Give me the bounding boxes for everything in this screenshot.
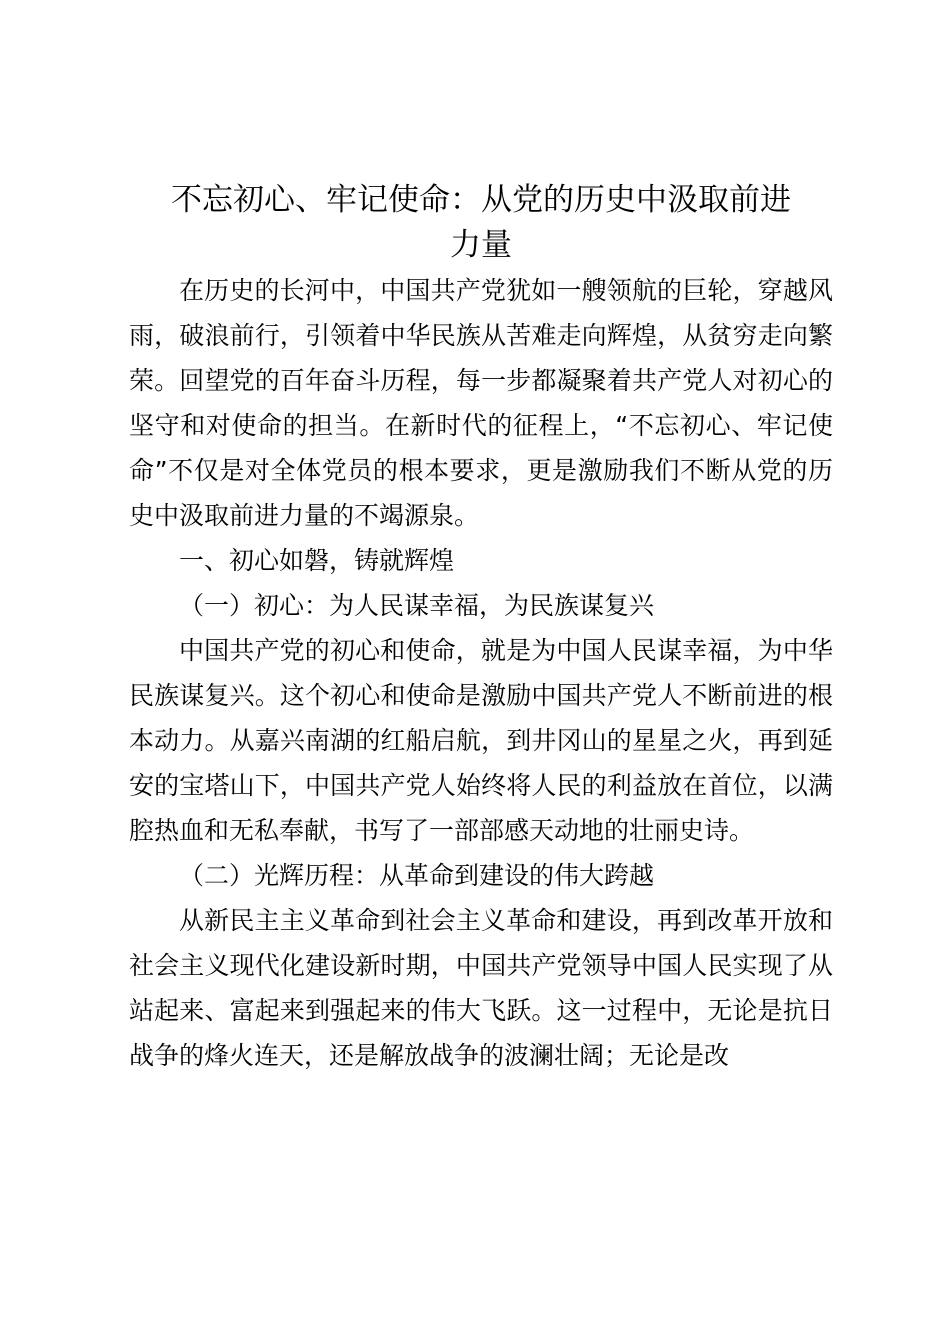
subsection-2-paragraph: 从新民主主义革命到社会主义革命和建设，再到改革开放和社会主义现代化建设新时期，中国共产党领导中国人民实现了从站起来、富起来到强起来的伟大飞跃。这一过程中，无论是抗日战争的烽火连天，还是解放战争的波澜壮阔；无论是改 (129, 906, 833, 1070)
title-line-2: 力量 (450, 227, 512, 263)
document-content (129, 178, 833, 1078)
title-line-1: 不忘初心、牢记使命：从党的历史中汲取前进 (171, 182, 791, 218)
intro-paragraph: 在历史的长河中，中国共产党犹如一艘领航的巨轮，穿越风雨，破浪前行，引领着中华民族从苦难走向辉煌，从贫穷走向繁荣。回望党的百年奋斗历程，每一步都凝聚着共产党人对初心的坚守和对使命的担当。在新时代的征程上，“不忘初心、牢记使命”不仅是对全体党员的根本要求，更是激励我们不断从党的历史中汲取前进力量的不竭源泉。 (129, 276, 833, 530)
section-1-heading: 一、初心如磐，铸就辉煌 (179, 546, 455, 575)
subsection-1-paragraph: 中国共产党的初心和使命，就是为中国人民谋幸福，为中华民族谋复兴。这个初心和使命是激励中国共产党人不断前进的根本动力。从嘉兴南湖的红船启航，到井冈山的星星之火，再到延安的宝塔山下，中国共产党人始终将人民的利益放在首位，以满腔热血和无私奉献，书写了一部部感天动地的壮丽史诗。 (129, 636, 833, 845)
subsection-1-heading: （一）初心：为人民谋幸福，为民族谋复兴 (179, 591, 655, 620)
subsection-2-heading: （二）光辉历程：从革命到建设的伟大跨越 (179, 861, 655, 890)
document-title (129, 178, 833, 268)
